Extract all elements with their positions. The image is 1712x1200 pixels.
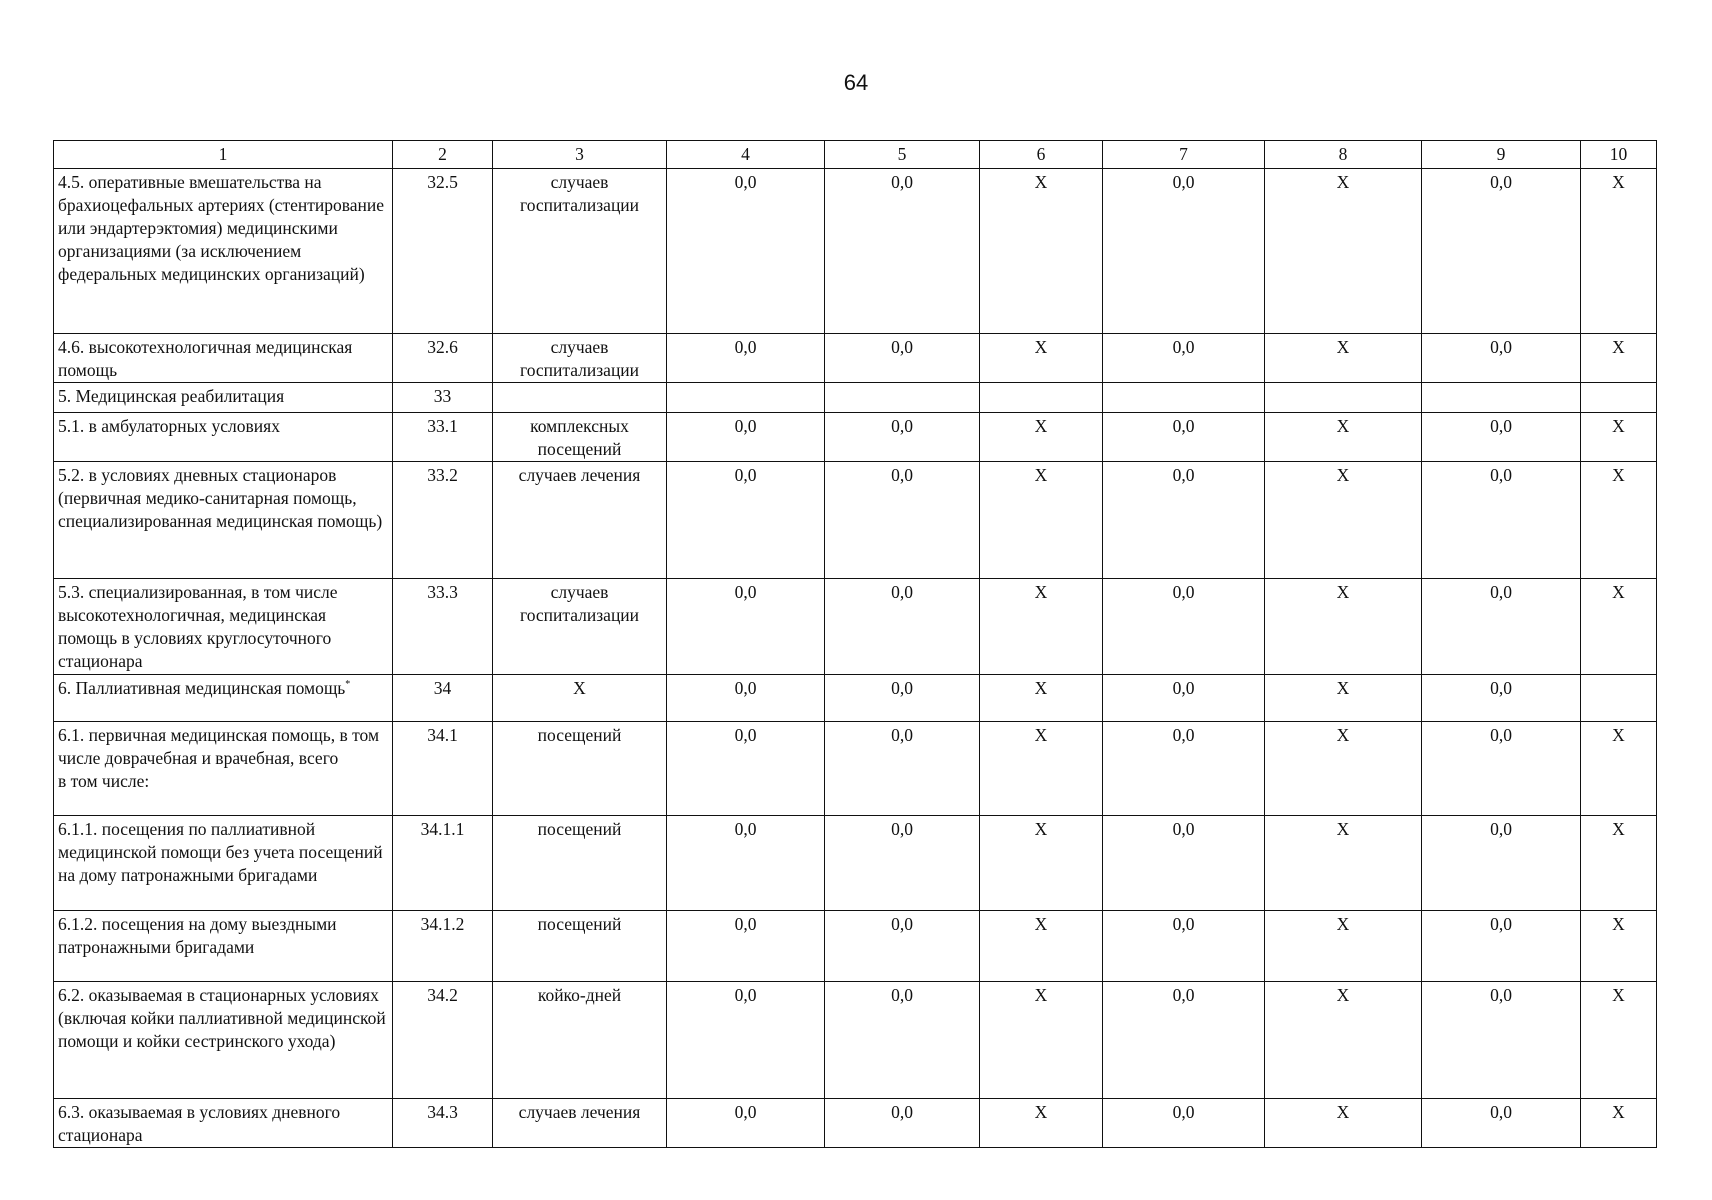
- row-value-col9: 0,0: [1422, 722, 1581, 816]
- row-value-col8: X: [1265, 722, 1422, 816]
- row-unit: [493, 383, 667, 413]
- row-name: 6.2. оказываемая в стационарных условиях (включая койки паллиативной медицинской помощи и койки сестринского ухода): [54, 982, 393, 1099]
- row-code: 33: [393, 383, 493, 413]
- row-value-col4: 0,0: [667, 579, 825, 675]
- row-code: 33.2: [393, 462, 493, 579]
- table-row: [54, 982, 1657, 1099]
- table-row: [54, 816, 1657, 911]
- row-value-col5: [825, 383, 980, 413]
- row-unit: случаев лечения: [493, 462, 667, 579]
- row-value-col6: X: [980, 982, 1103, 1099]
- row-value-col8: X: [1265, 579, 1422, 675]
- row-value-col9: 0,0: [1422, 334, 1581, 383]
- column-header: 5: [825, 141, 980, 169]
- row-name-text: 6. Паллиативная медицинская помощь: [58, 678, 346, 698]
- row-value-col10: X: [1581, 169, 1657, 334]
- row-value-col9: 0,0: [1422, 413, 1581, 462]
- row-value-col7: 0,0: [1103, 334, 1265, 383]
- row-value-col6: [980, 383, 1103, 413]
- table-row: [54, 334, 1657, 383]
- table-row: [54, 722, 1657, 816]
- row-value-col7: 0,0: [1103, 816, 1265, 911]
- row-value-col9: 0,0: [1422, 675, 1581, 722]
- row-value-col9: 0,0: [1422, 982, 1581, 1099]
- row-value-col8: X: [1265, 982, 1422, 1099]
- row-code: 34: [393, 675, 493, 722]
- table-row: [54, 911, 1657, 982]
- row-value-col9: 0,0: [1422, 911, 1581, 982]
- table-header-row: [54, 141, 1657, 169]
- footnote-mark: *: [345, 679, 351, 691]
- row-name: 5. Медицинская реабилитация: [54, 383, 393, 413]
- row-value-col5: 0,0: [825, 722, 980, 816]
- row-unit: случаев лечения: [493, 1099, 667, 1148]
- row-value-col4: 0,0: [667, 169, 825, 334]
- table-row: [54, 383, 1657, 413]
- row-name: [54, 722, 393, 816]
- row-value-col10: X: [1581, 579, 1657, 675]
- row-value-col5: 0,0: [825, 169, 980, 334]
- row-value-col7: 0,0: [1103, 169, 1265, 334]
- row-value-col7: 0,0: [1103, 911, 1265, 982]
- row-name: 5.3. специализированная, в том числе высокотехнологичная, медицинская помощь в условиях круглосуточного стационара: [54, 579, 393, 675]
- row-value-col10: X: [1581, 334, 1657, 383]
- column-header: 2: [393, 141, 493, 169]
- row-code: 33.1: [393, 413, 493, 462]
- row-name: 4.6. высокотехнологичная медицинская помощь: [54, 334, 393, 383]
- row-value-col10: [1581, 383, 1657, 413]
- row-name: 4.5. оперативные вмешательства на брахиоцефальных артериях (стентирование или эндартерэктомия) медицинскими организациями (за исключением федеральных медицинских организаций): [54, 169, 393, 334]
- row-value-col4: [667, 383, 825, 413]
- row-name: 5.2. в условиях дневных стационаров (первичная медико-санитарная помощь, специализированная медицинская помощь): [54, 462, 393, 579]
- column-header: 8: [1265, 141, 1422, 169]
- row-name: 6.1.2. посещения на дому выездными патронажными бригадами: [54, 911, 393, 982]
- row-code: 34.1.1: [393, 816, 493, 911]
- row-value-col8: X: [1265, 675, 1422, 722]
- table-row: [54, 413, 1657, 462]
- row-name: 6.3. оказываемая в условиях дневного стационара: [54, 1099, 393, 1148]
- row-unit: случаев госпитализации: [493, 579, 667, 675]
- row-value-col5: 0,0: [825, 982, 980, 1099]
- row-value-col4: 0,0: [667, 722, 825, 816]
- row-value-col6: X: [980, 413, 1103, 462]
- row-value-col9: 0,0: [1422, 579, 1581, 675]
- column-header: 10: [1581, 141, 1657, 169]
- row-value-col4: 0,0: [667, 675, 825, 722]
- row-value-col5: 0,0: [825, 675, 980, 722]
- row-value-col4: 0,0: [667, 982, 825, 1099]
- row-unit: койко-дней: [493, 982, 667, 1099]
- row-value-col7: 0,0: [1103, 675, 1265, 722]
- table-row: [54, 462, 1657, 579]
- row-code: 34.1: [393, 722, 493, 816]
- column-header: 3: [493, 141, 667, 169]
- page-number: 64: [843, 70, 869, 95]
- row-unit: X: [493, 675, 667, 722]
- row-value-col7: 0,0: [1103, 1099, 1265, 1148]
- row-unit: посещений: [493, 911, 667, 982]
- row-value-col7: 0,0: [1103, 579, 1265, 675]
- row-value-col6: X: [980, 462, 1103, 579]
- row-value-col6: X: [980, 675, 1103, 722]
- row-value-col10: X: [1581, 413, 1657, 462]
- row-name: 5.1. в амбулаторных условиях: [54, 413, 393, 462]
- row-value-col8: X: [1265, 462, 1422, 579]
- column-header: 7: [1103, 141, 1265, 169]
- row-value-col9: [1422, 383, 1581, 413]
- row-name-text: 6.1. первичная медицинская помощь, в том числе доврачебная и врачебная, всего: [58, 725, 380, 768]
- row-code: 34.1.2: [393, 911, 493, 982]
- row-value-col7: 0,0: [1103, 722, 1265, 816]
- row-value-col7: [1103, 383, 1265, 413]
- row-value-col7: 0,0: [1103, 413, 1265, 462]
- row-value-col10: X: [1581, 1099, 1657, 1148]
- table-row: [54, 169, 1657, 334]
- row-value-col5: 0,0: [825, 911, 980, 982]
- row-value-col4: 0,0: [667, 334, 825, 383]
- row-value-col6: X: [980, 579, 1103, 675]
- row-value-col10: X: [1581, 911, 1657, 982]
- row-value-col10: [1581, 675, 1657, 722]
- row-value-col8: X: [1265, 911, 1422, 982]
- column-header: 6: [980, 141, 1103, 169]
- row-value-col8: X: [1265, 816, 1422, 911]
- row-value-col8: X: [1265, 1099, 1422, 1148]
- row-value-col4: 0,0: [667, 462, 825, 579]
- row-code: 34.3: [393, 1099, 493, 1148]
- row-value-col8: X: [1265, 413, 1422, 462]
- column-header: 1: [54, 141, 393, 169]
- table-row: [54, 1099, 1657, 1148]
- row-value-col9: 0,0: [1422, 1099, 1581, 1148]
- row-value-col4: 0,0: [667, 816, 825, 911]
- data-table: [53, 140, 1657, 1148]
- row-value-col5: 0,0: [825, 413, 980, 462]
- row-name-subtext: в том числе:: [58, 771, 150, 791]
- row-value-col5: 0,0: [825, 462, 980, 579]
- table-row: [54, 579, 1657, 675]
- row-unit: посещений: [493, 816, 667, 911]
- column-header: 9: [1422, 141, 1581, 169]
- column-header: 4: [667, 141, 825, 169]
- row-name: 6.1.1. посещения по паллиативной медицинской помощи без учета посещений на дому патронажными бригадами: [54, 816, 393, 911]
- row-code: 32.6: [393, 334, 493, 383]
- row-value-col5: 0,0: [825, 579, 980, 675]
- row-code: 34.2: [393, 982, 493, 1099]
- row-value-col6: X: [980, 334, 1103, 383]
- row-value-col7: 0,0: [1103, 982, 1265, 1099]
- row-name: [54, 675, 393, 722]
- row-value-col10: X: [1581, 462, 1657, 579]
- table-row: [54, 675, 1657, 722]
- row-value-col6: X: [980, 722, 1103, 816]
- row-code: 33.3: [393, 579, 493, 675]
- row-value-col9: 0,0: [1422, 816, 1581, 911]
- row-value-col4: 0,0: [667, 413, 825, 462]
- row-value-col4: 0,0: [667, 1099, 825, 1148]
- row-value-col5: 0,0: [825, 1099, 980, 1148]
- row-unit: посещений: [493, 722, 667, 816]
- row-value-col6: X: [980, 911, 1103, 982]
- row-unit: случаев госпитализации: [493, 334, 667, 383]
- row-value-col10: X: [1581, 982, 1657, 1099]
- row-value-col6: X: [980, 169, 1103, 334]
- row-code: 32.5: [393, 169, 493, 334]
- row-value-col5: 0,0: [825, 816, 980, 911]
- row-value-col9: 0,0: [1422, 462, 1581, 579]
- row-value-col9: 0,0: [1422, 169, 1581, 334]
- row-value-col6: X: [980, 1099, 1103, 1148]
- row-value-col8: X: [1265, 334, 1422, 383]
- row-value-col8: [1265, 383, 1422, 413]
- row-unit: случаев госпитализации: [493, 169, 667, 334]
- row-value-col6: X: [980, 816, 1103, 911]
- row-value-col10: X: [1581, 816, 1657, 911]
- row-unit: комплексных посещений: [493, 413, 667, 462]
- row-value-col10: X: [1581, 722, 1657, 816]
- row-value-col5: 0,0: [825, 334, 980, 383]
- row-value-col8: X: [1265, 169, 1422, 334]
- row-value-col4: 0,0: [667, 911, 825, 982]
- row-value-col7: 0,0: [1103, 462, 1265, 579]
